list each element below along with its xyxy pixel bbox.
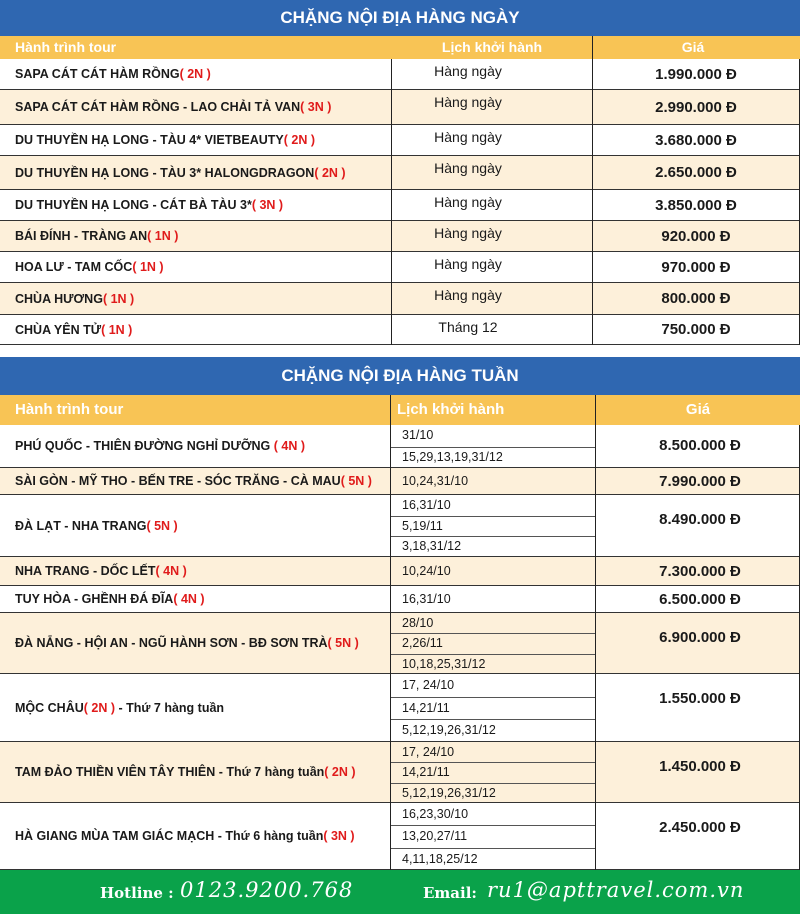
weekly-row <box>0 803 800 870</box>
email-label: Email: <box>423 884 477 902</box>
departure-date: 17, 24/10 <box>402 678 455 692</box>
departure-date: 5,12,19,26,31/12 <box>402 723 496 738</box>
tour-name <box>15 468 372 495</box>
tour-duration: ( 3N ) <box>251 198 284 212</box>
tour-title: NHA TRANG - DỐC LẾT <box>15 564 156 578</box>
weekly-row <box>0 674 800 742</box>
daily-row <box>0 283 800 315</box>
tour-title: ĐÀ LẠT - NHA TRANG <box>15 519 147 533</box>
price-cell: 970.000 Đ <box>661 259 731 276</box>
price-cell: 2.650.000 Đ <box>655 164 737 181</box>
tour-duration: ( 5N ) <box>146 519 178 533</box>
column-divider <box>391 59 392 345</box>
departure-date: 10,18,25,31/12 <box>402 656 486 671</box>
daily-row <box>0 156 800 190</box>
daily-row <box>0 221 800 252</box>
daily-header-schedule: Lịch khởi hành <box>441 39 543 55</box>
tour-name <box>15 425 305 468</box>
departure-date: 15,29,13,19,31/12 <box>402 449 503 464</box>
price-cell: 1.990.000 Đ <box>655 66 737 83</box>
column-divider <box>592 36 593 345</box>
tour-name <box>15 125 315 156</box>
daily-section-title: CHẶNG NỘI ĐỊA HÀNG NGÀY <box>0 0 800 36</box>
departure-date: 5,19/11 <box>402 518 443 533</box>
departure-date: 16,31/10 <box>402 592 451 606</box>
tour-frequency: - Thứ 7 hàng tuần <box>115 701 225 715</box>
price-cell: 2.990.000 Đ <box>655 99 737 116</box>
weekly-header-tour: Hành trình tour <box>15 401 124 418</box>
weekly-row <box>0 742 800 803</box>
daily-header-price: Giá <box>681 39 705 55</box>
daily-row <box>0 315 800 345</box>
price-cell: 6.900.000 Đ <box>659 629 741 646</box>
schedule-cell: Tháng 12 <box>438 319 498 335</box>
tour-title: SAPA CÁT CÁT HÀM RỒNG - LAO CHẢI TẢ VAN <box>15 100 301 114</box>
weekly-row <box>0 425 800 468</box>
tour-duration: ( 1N ) <box>147 229 179 243</box>
weekly-row <box>0 613 800 674</box>
contact-footer <box>0 870 800 914</box>
tour-title: DU THUYỀN HẠ LONG - TÀU 3* HALONGDRAGON <box>15 166 315 180</box>
tour-name <box>15 221 178 252</box>
tour-duration: ( 5N ) <box>340 474 372 488</box>
tour-title: DU THUYỀN HẠ LONG - CÁT BÀ TÀU 3* <box>15 198 252 212</box>
tour-duration: ( 4N ) <box>155 564 187 578</box>
departure-date: 4,11,18,25/12 <box>402 851 478 866</box>
tour-title: DU THUYỀN HẠ LONG - TÀU 4* VIETBEAUTY <box>15 133 284 147</box>
row-divider <box>0 344 800 345</box>
hotline-number[interactable]: 0123.9200.768 <box>180 878 354 902</box>
departure-date: 28/10 <box>402 616 434 630</box>
price-cell: 1.550.000 Đ <box>659 690 741 707</box>
price-cell: 2.450.000 Đ <box>659 819 741 836</box>
departure-date: 10,24/10 <box>402 564 451 578</box>
tour-title: CHÙA HƯƠNG <box>15 292 103 306</box>
tour-name <box>15 586 205 613</box>
schedule-cell: Hàng ngày <box>434 129 502 145</box>
tour-title: HÀ GIANG MÙA TAM GIÁC MẠCH - Thứ 6 hàng tuần <box>15 829 324 843</box>
weekly-section-title: CHẶNG NỘI ĐỊA HÀNG TUẦN <box>0 357 800 395</box>
schedule-cell: Hàng ngày <box>434 287 502 303</box>
schedule-cell: Hàng ngày <box>434 63 502 79</box>
tour-duration: ( 2N ) <box>283 133 316 147</box>
daily-header-row <box>0 36 800 59</box>
price-cell: 3.680.000 Đ <box>655 132 737 149</box>
tour-duration: ( 3N ) <box>323 829 355 843</box>
price-cell: 750.000 Đ <box>661 321 731 338</box>
weekly-header-row <box>0 395 800 425</box>
tour-name <box>15 252 164 283</box>
schedule-cell: Hàng ngày <box>434 256 502 272</box>
tour-name <box>15 156 346 190</box>
hotline-label: Hotline : <box>100 884 174 902</box>
departure-date: 16,23,30/10 <box>402 807 469 821</box>
tour-duration: ( 2N ) <box>83 701 115 715</box>
price-cell: 8.490.000 Đ <box>659 511 741 528</box>
daily-row <box>0 190 800 221</box>
departure-date: 13,20,27/11 <box>402 829 468 844</box>
tour-name <box>15 283 134 315</box>
departure-date: 16,31/10 <box>402 498 451 512</box>
price-cell: 7.300.000 Đ <box>659 563 741 580</box>
tour-name <box>15 190 283 221</box>
departure-date: 14,21/11 <box>402 765 450 780</box>
schedule-cell: Hàng ngày <box>434 194 502 210</box>
schedule-cell: Hàng ngày <box>434 94 502 110</box>
tour-duration: ( 2N ) <box>324 765 356 779</box>
tour-title: BÁI ĐÍNH - TRÀNG AN <box>15 229 148 243</box>
price-cell: 3.850.000 Đ <box>655 197 737 214</box>
daily-row <box>0 59 800 90</box>
column-divider <box>595 395 596 870</box>
tour-duration: ( 4N ) <box>173 592 205 606</box>
tour-name <box>15 315 132 345</box>
tour-title: MỘC CHÂU <box>15 701 84 715</box>
tour-name <box>15 59 211 90</box>
weekly-row <box>0 557 800 586</box>
departure-date: 17, 24/10 <box>402 745 455 759</box>
price-cell: 8.500.000 Đ <box>659 437 741 454</box>
price-cell: 6.500.000 Đ <box>659 591 741 608</box>
tour-title: SÀI GÒN - MỸ THO - BẾN TRE - SÓC TRĂNG - CÀ MAU <box>15 474 341 488</box>
email-address[interactable]: ru1@apttravel.com.vn <box>487 878 745 902</box>
tour-title: HOA LƯ - TAM CỐC <box>15 260 133 274</box>
price-cell: 7.990.000 Đ <box>659 473 741 490</box>
tour-name <box>15 674 224 742</box>
departure-date: 31/10 <box>402 428 434 442</box>
tour-duration: ( 1N ) <box>102 292 135 306</box>
tour-duration: ( 3N ) <box>300 100 332 114</box>
weekly-header-schedule: Lịch khởi hành <box>397 401 505 418</box>
schedule-cell: Hàng ngày <box>434 225 502 241</box>
tour-duration: ( 4N ) <box>273 439 305 453</box>
tour-name <box>15 90 331 125</box>
price-cell: 800.000 Đ <box>661 290 731 307</box>
weekly-row <box>0 468 800 495</box>
tour-title: ĐÀ NẴNG - HỘI AN - NGŨ HÀNH SƠN - BĐ SƠN TRÀ <box>15 636 328 650</box>
tour-name <box>15 803 355 870</box>
tour-name <box>15 742 356 803</box>
daily-row <box>0 252 800 283</box>
daily-row <box>0 125 800 156</box>
daily-header-tour: Hành trình tour <box>15 39 117 55</box>
weekly-row <box>0 495 800 557</box>
tour-duration: ( 5N ) <box>327 636 359 650</box>
tour-name <box>15 613 359 674</box>
tour-name <box>15 495 178 557</box>
departure-date: 10,24,31/10 <box>402 474 469 488</box>
weekly-row <box>0 586 800 613</box>
weekly-header-price: Giá <box>685 401 711 418</box>
schedule-cell: Hàng ngày <box>434 160 502 176</box>
tour-duration: ( 1N ) <box>132 260 164 274</box>
tour-title: SAPA CÁT CÁT HÀM RỒNG <box>15 67 180 81</box>
tour-title: PHÚ QUỐC - THIÊN ĐƯỜNG NGHỈ DƯỠNG <box>15 439 274 453</box>
tour-title: CHÙA YÊN TỬ <box>15 323 102 337</box>
tour-name <box>15 557 187 586</box>
tour-duration: ( 2N ) <box>179 67 211 81</box>
departure-date: 14,21/11 <box>402 700 450 715</box>
departure-date: 2,26/11 <box>402 636 443 651</box>
price-cell: 920.000 Đ <box>661 228 731 245</box>
departure-date: 5,12,19,26,31/12 <box>402 785 496 800</box>
departure-date: 3,18,31/12 <box>402 539 462 554</box>
daily-row <box>0 90 800 125</box>
tour-duration: ( 2N ) <box>314 166 346 180</box>
tour-title: TAM ĐẢO THIỀN VIÊN TÂY THIÊN - Thứ 7 hàng tuần <box>15 765 325 779</box>
tour-title: TUY HÒA - GHỀNH ĐÁ ĐĨA <box>15 592 174 606</box>
column-divider <box>390 395 391 870</box>
price-cell: 1.450.000 Đ <box>659 758 741 775</box>
tour-duration: ( 1N ) <box>101 323 133 337</box>
